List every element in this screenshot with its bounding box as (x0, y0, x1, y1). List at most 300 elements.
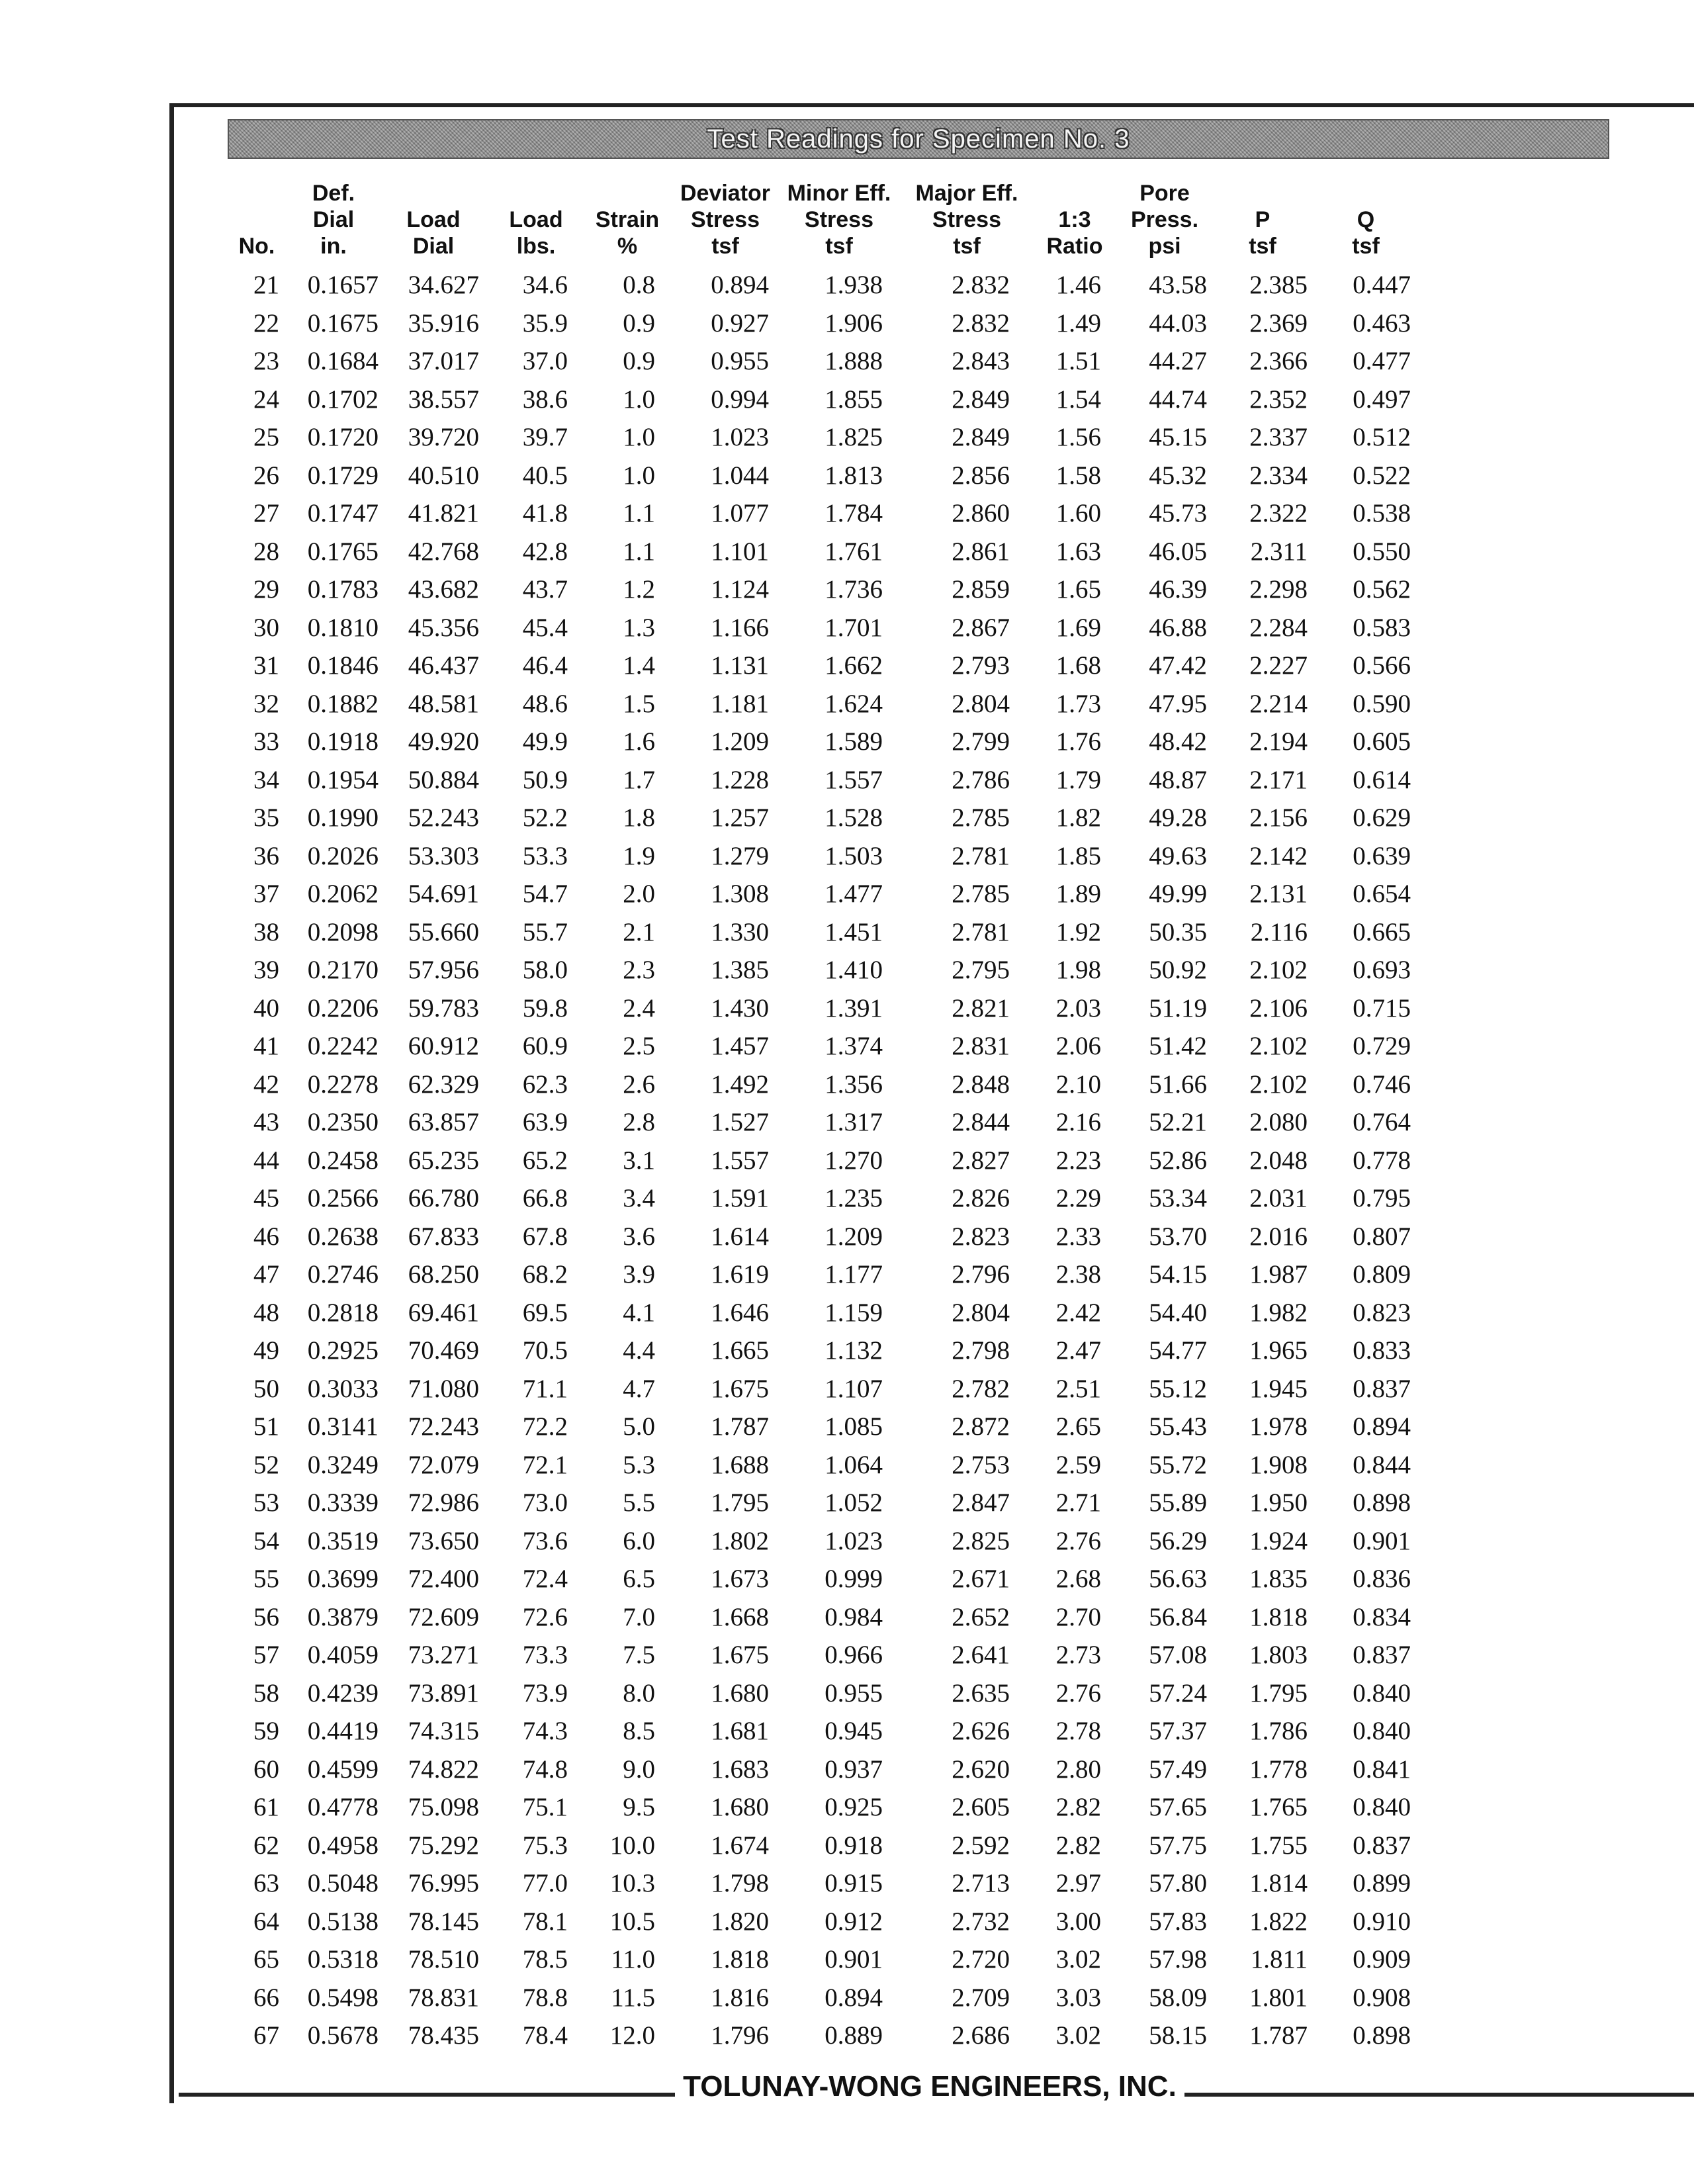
cell-q-tsf: 0.764 (1353, 1108, 1411, 1136)
cell-pore-press: 52.21 (1149, 1108, 1207, 1136)
cell-pore-press: 52.86 (1149, 1146, 1207, 1175)
table-row (0, 1218, 1694, 1256)
cell-pore-press: 43.58 (1149, 271, 1207, 299)
cell-q-tsf: 0.665 (1353, 917, 1411, 946)
cell-no: 56 (253, 1602, 279, 1631)
cell-major-eff-stress: 2.804 (952, 689, 1010, 718)
table-row (0, 1446, 1694, 1484)
cell-load-lbs: 72.4 (522, 1565, 568, 1593)
cell-ratio-1-3: 2.33 (1055, 1222, 1101, 1251)
column-header-line: Q (1357, 207, 1375, 232)
cell-ratio-1-3: 1.79 (1055, 765, 1101, 794)
cell-deviator-stress: 1.668 (711, 1602, 769, 1631)
table-row (0, 799, 1694, 837)
cell-ratio-1-3: 1.56 (1055, 423, 1101, 451)
cell-no: 28 (253, 537, 279, 566)
cell-pore-press: 46.88 (1149, 613, 1207, 642)
cell-major-eff-stress: 2.799 (952, 727, 1010, 756)
cell-ratio-1-3: 2.73 (1055, 1641, 1101, 1669)
cell-load-lbs: 55.7 (522, 917, 568, 946)
table-row (0, 1370, 1694, 1408)
cell-p-tsf: 1.786 (1249, 1717, 1308, 1745)
cell-load-dial: 72.400 (408, 1565, 479, 1593)
cell-strain: 1.1 (623, 537, 655, 566)
cell-ratio-1-3: 3.03 (1055, 1983, 1101, 2012)
cell-no: 35 (253, 803, 279, 832)
table-row (0, 457, 1694, 495)
cell-p-tsf: 1.924 (1249, 1526, 1308, 1555)
cell-deviator-stress: 1.228 (711, 765, 769, 794)
cell-deviator-stress: 1.385 (711, 956, 769, 984)
cell-no: 25 (253, 423, 279, 451)
cell-pore-press: 46.39 (1149, 575, 1207, 604)
cell-major-eff-stress: 2.844 (952, 1108, 1010, 1136)
cell-def-dial: 0.1846 (307, 651, 379, 680)
column-header-line: Ratio (1046, 234, 1103, 259)
cell-load-dial: 65.235 (408, 1146, 479, 1175)
cell-strain: 10.3 (609, 1869, 655, 1897)
cell-load-lbs: 78.1 (522, 1907, 568, 1936)
cell-no: 42 (253, 1069, 279, 1099)
cell-pore-press: 55.12 (1149, 1374, 1207, 1403)
cell-def-dial: 0.2638 (307, 1222, 379, 1251)
cell-deviator-stress: 1.665 (711, 1336, 769, 1365)
column-header-line: Deviator (680, 181, 771, 206)
cell-deviator-stress: 1.681 (711, 1717, 769, 1745)
cell-deviator-stress: 1.619 (711, 1260, 769, 1289)
cell-strain: 9.0 (623, 1754, 655, 1784)
table-header-row (0, 173, 1694, 259)
cell-pore-press: 55.72 (1149, 1450, 1207, 1479)
cell-minor-eff-stress: 1.391 (825, 993, 883, 1023)
column-header-line: tsf (953, 234, 981, 259)
cell-def-dial: 0.5678 (307, 2021, 379, 2050)
cell-q-tsf: 0.522 (1353, 461, 1411, 490)
cell-load-lbs: 58.0 (522, 956, 568, 984)
cell-deviator-stress: 1.820 (711, 1907, 769, 1936)
cell-load-dial: 70.469 (408, 1336, 479, 1365)
cell-q-tsf: 0.840 (1353, 1793, 1411, 1821)
cell-strain: 3.1 (623, 1146, 655, 1175)
table-row (0, 1903, 1694, 1941)
cell-major-eff-stress: 2.832 (952, 308, 1010, 338)
table-row (0, 2017, 1694, 2055)
cell-pore-press: 54.40 (1149, 1298, 1207, 1327)
cell-load-lbs: 74.3 (522, 1717, 568, 1745)
cell-load-lbs: 73.9 (522, 1678, 568, 1707)
cell-pore-press: 47.95 (1149, 689, 1207, 718)
cell-no: 66 (253, 1983, 279, 2012)
cell-q-tsf: 0.898 (1353, 2021, 1411, 2050)
cell-major-eff-stress: 2.798 (952, 1336, 1010, 1365)
cell-def-dial: 0.2098 (307, 917, 379, 946)
cell-no: 32 (253, 689, 279, 718)
table-row (0, 1636, 1694, 1674)
cell-ratio-1-3: 2.06 (1055, 1032, 1101, 1060)
cell-minor-eff-stress: 0.912 (825, 1907, 883, 1936)
cell-ratio-1-3: 1.68 (1055, 651, 1101, 680)
cell-def-dial: 0.2278 (307, 1069, 379, 1099)
cell-no: 34 (253, 765, 279, 794)
cell-ratio-1-3: 2.10 (1055, 1069, 1101, 1099)
cell-no: 27 (253, 499, 279, 527)
cell-minor-eff-stress: 1.906 (825, 308, 883, 338)
cell-no: 60 (253, 1754, 279, 1784)
cell-major-eff-stress: 2.867 (952, 613, 1010, 642)
cell-def-dial: 0.2062 (307, 880, 379, 908)
cell-ratio-1-3: 2.78 (1055, 1717, 1101, 1745)
column-header-line: Minor Eff. (787, 181, 891, 206)
table-row (0, 304, 1694, 343)
cell-strain: 5.5 (623, 1488, 655, 1517)
cell-load-dial: 72.609 (408, 1602, 479, 1631)
cell-def-dial: 0.1747 (307, 499, 379, 527)
cell-deviator-stress: 1.675 (711, 1374, 769, 1403)
cell-major-eff-stress: 2.847 (952, 1488, 1010, 1517)
cell-load-dial: 46.437 (408, 651, 479, 680)
frame-top-border (169, 103, 1694, 107)
cell-load-dial: 54.691 (408, 880, 479, 908)
cell-major-eff-stress: 2.652 (952, 1602, 1010, 1631)
cell-load-dial: 78.510 (408, 1945, 479, 1974)
cell-minor-eff-stress: 1.023 (825, 1526, 883, 1555)
column-header-minor-eff-stress (773, 173, 905, 259)
cell-def-dial: 0.2925 (307, 1336, 379, 1365)
cell-major-eff-stress: 2.786 (952, 765, 1010, 794)
cell-pore-press: 58.15 (1149, 2021, 1207, 2050)
cell-strain: 6.0 (623, 1526, 655, 1555)
cell-no: 30 (253, 613, 279, 642)
cell-strain: 1.5 (623, 689, 655, 718)
cell-pore-press: 57.75 (1149, 1831, 1207, 1860)
cell-no: 24 (253, 385, 279, 414)
column-header-line: No. (238, 234, 275, 259)
cell-load-lbs: 63.9 (522, 1108, 568, 1136)
cell-strain: 12.0 (609, 2021, 655, 2050)
cell-p-tsf: 2.284 (1249, 613, 1308, 642)
table-row (0, 989, 1694, 1028)
cell-strain: 1.8 (623, 803, 655, 832)
cell-minor-eff-stress: 1.761 (825, 537, 883, 566)
cell-q-tsf: 0.605 (1353, 727, 1411, 756)
table-row (0, 951, 1694, 989)
cell-load-dial: 73.650 (408, 1526, 479, 1555)
cell-ratio-1-3: 1.69 (1055, 613, 1101, 642)
table-row (0, 1560, 1694, 1598)
cell-minor-eff-stress: 1.813 (825, 461, 883, 490)
cell-def-dial: 0.1675 (307, 308, 379, 338)
cell-load-dial: 50.884 (408, 765, 479, 794)
table-title: Test Readings for Specimen No. 3 (707, 124, 1130, 154)
cell-major-eff-stress: 2.821 (952, 993, 1010, 1023)
cell-pore-press: 57.83 (1149, 1907, 1207, 1936)
cell-load-lbs: 77.0 (522, 1869, 568, 1897)
cell-deviator-stress: 1.077 (711, 499, 769, 527)
cell-load-lbs: 66.8 (522, 1184, 568, 1212)
cell-load-dial: 72.243 (408, 1412, 479, 1441)
table-row (0, 723, 1694, 761)
cell-deviator-stress: 1.124 (711, 575, 769, 604)
cell-p-tsf: 2.080 (1249, 1108, 1308, 1136)
cell-minor-eff-stress: 1.317 (825, 1108, 883, 1136)
cell-ratio-1-3: 2.29 (1055, 1184, 1101, 1212)
cell-load-dial: 73.271 (408, 1641, 479, 1669)
cell-no: 62 (253, 1831, 279, 1860)
cell-q-tsf: 0.639 (1353, 841, 1411, 870)
table-row (0, 761, 1694, 799)
cell-def-dial: 0.2026 (307, 841, 379, 870)
cell-load-lbs: 39.7 (522, 423, 568, 451)
cell-ratio-1-3: 2.97 (1055, 1869, 1101, 1897)
column-header-line: P (1255, 207, 1270, 232)
cell-deviator-stress: 0.927 (711, 308, 769, 338)
column-header-line: Def. (312, 181, 355, 206)
cell-deviator-stress: 1.675 (711, 1641, 769, 1669)
cell-load-lbs: 72.1 (522, 1450, 568, 1479)
cell-minor-eff-stress: 1.177 (825, 1260, 883, 1289)
cell-deviator-stress: 1.257 (711, 803, 769, 832)
cell-minor-eff-stress: 1.589 (825, 727, 883, 756)
cell-ratio-1-3: 1.82 (1055, 803, 1101, 832)
cell-no: 37 (253, 880, 279, 908)
cell-q-tsf: 0.901 (1353, 1526, 1411, 1555)
cell-strain: 1.9 (623, 841, 655, 870)
cell-load-lbs: 71.1 (522, 1374, 568, 1403)
cell-pore-press: 57.08 (1149, 1641, 1207, 1669)
cell-def-dial: 0.1684 (307, 347, 379, 375)
cell-def-dial: 0.5498 (307, 1983, 379, 2012)
cell-minor-eff-stress: 1.938 (825, 271, 883, 299)
cell-q-tsf: 0.844 (1353, 1450, 1411, 1479)
cell-load-dial: 35.916 (408, 308, 479, 338)
cell-major-eff-stress: 2.781 (952, 917, 1010, 946)
cell-deviator-stress: 1.787 (711, 1412, 769, 1441)
cell-no: 39 (253, 956, 279, 984)
cell-minor-eff-stress: 1.209 (825, 1222, 883, 1251)
cell-deviator-stress: 1.430 (711, 993, 769, 1023)
cell-strain: 3.4 (623, 1184, 655, 1212)
cell-pore-press: 49.99 (1149, 880, 1207, 908)
cell-major-eff-stress: 2.671 (952, 1565, 1010, 1593)
table-row (0, 1332, 1694, 1370)
cell-p-tsf: 1.778 (1249, 1754, 1308, 1784)
cell-pore-press: 48.87 (1149, 765, 1207, 794)
cell-deviator-stress: 1.330 (711, 917, 769, 946)
cell-pore-press: 54.77 (1149, 1336, 1207, 1365)
cell-ratio-1-3: 2.70 (1055, 1602, 1101, 1631)
cell-strain: 2.1 (623, 917, 655, 946)
cell-q-tsf: 0.834 (1353, 1602, 1411, 1631)
column-header-deviator-stress (659, 173, 791, 259)
cell-no: 65 (253, 1945, 279, 1974)
cell-p-tsf: 2.156 (1249, 803, 1308, 832)
cell-deviator-stress: 1.279 (711, 841, 769, 870)
cell-strain: 1.1 (623, 499, 655, 527)
cell-ratio-1-3: 1.46 (1055, 271, 1101, 299)
cell-load-dial: 43.682 (408, 575, 479, 604)
column-header-line: tsf (1352, 234, 1380, 259)
cell-major-eff-stress: 2.856 (952, 461, 1010, 490)
cell-major-eff-stress: 2.713 (952, 1869, 1010, 1897)
cell-load-lbs: 67.8 (522, 1222, 568, 1251)
cell-q-tsf: 0.908 (1353, 1983, 1411, 2012)
cell-no: 22 (253, 308, 279, 338)
cell-no: 21 (253, 271, 279, 299)
cell-q-tsf: 0.837 (1353, 1374, 1411, 1403)
cell-q-tsf: 0.894 (1353, 1412, 1411, 1441)
cell-deviator-stress: 0.955 (711, 347, 769, 375)
cell-q-tsf: 0.898 (1353, 1488, 1411, 1517)
cell-major-eff-stress: 2.592 (952, 1831, 1010, 1860)
cell-def-dial: 0.2818 (307, 1298, 379, 1327)
cell-load-lbs: 60.9 (522, 1032, 568, 1060)
cell-no: 59 (253, 1717, 279, 1745)
cell-def-dial: 0.4958 (307, 1831, 379, 1860)
cell-minor-eff-stress: 1.662 (825, 651, 883, 680)
cell-no: 29 (253, 575, 279, 604)
cell-load-lbs: 54.7 (522, 880, 568, 908)
cell-strain: 0.8 (623, 271, 655, 299)
cell-load-dial: 74.822 (408, 1754, 479, 1784)
cell-major-eff-stress: 2.732 (952, 1907, 1010, 1936)
cell-deviator-stress: 1.131 (711, 651, 769, 680)
cell-load-lbs: 78.5 (522, 1945, 568, 1974)
cell-pore-press: 45.32 (1149, 461, 1207, 490)
cell-ratio-1-3: 2.71 (1055, 1488, 1101, 1517)
table-row (0, 494, 1694, 533)
cell-major-eff-stress: 2.826 (952, 1184, 1010, 1212)
cell-def-dial: 0.4599 (307, 1754, 379, 1784)
cell-minor-eff-stress: 1.107 (825, 1374, 883, 1403)
cell-no: 61 (253, 1793, 279, 1821)
cell-pore-press: 51.42 (1149, 1032, 1207, 1060)
cell-p-tsf: 1.950 (1249, 1488, 1308, 1517)
cell-p-tsf: 2.048 (1249, 1146, 1308, 1175)
cell-deviator-stress: 1.457 (711, 1032, 769, 1060)
cell-ratio-1-3: 2.68 (1055, 1565, 1101, 1593)
cell-major-eff-stress: 2.709 (952, 1983, 1010, 2012)
cell-major-eff-stress: 2.831 (952, 1032, 1010, 1060)
cell-ratio-1-3: 1.63 (1055, 537, 1101, 566)
cell-no: 57 (253, 1641, 279, 1669)
cell-load-dial: 72.079 (408, 1450, 479, 1479)
cell-q-tsf: 0.447 (1353, 271, 1411, 299)
cell-deviator-stress: 1.688 (711, 1450, 769, 1479)
cell-ratio-1-3: 1.92 (1055, 917, 1101, 946)
cell-deviator-stress: 1.181 (711, 689, 769, 718)
cell-load-lbs: 78.8 (522, 1983, 568, 2012)
cell-ratio-1-3: 1.85 (1055, 841, 1101, 870)
cell-strain: 6.5 (623, 1565, 655, 1593)
column-header-line: tsf (825, 234, 853, 259)
cell-def-dial: 0.3519 (307, 1526, 379, 1555)
cell-minor-eff-stress: 1.557 (825, 765, 883, 794)
cell-major-eff-stress: 2.859 (952, 575, 1010, 604)
cell-pore-press: 49.28 (1149, 803, 1207, 832)
cell-p-tsf: 1.765 (1249, 1793, 1308, 1821)
cell-def-dial: 0.1729 (307, 461, 379, 490)
cell-p-tsf: 2.142 (1249, 841, 1308, 870)
cell-ratio-1-3: 1.73 (1055, 689, 1101, 718)
cell-strain: 0.9 (623, 347, 655, 375)
cell-minor-eff-stress: 1.888 (825, 347, 883, 375)
column-header-line: tsf (1249, 234, 1276, 259)
cell-minor-eff-stress: 0.901 (825, 1945, 883, 1974)
cell-minor-eff-stress: 1.235 (825, 1184, 883, 1212)
cell-load-lbs: 59.8 (522, 993, 568, 1023)
cell-minor-eff-stress: 0.918 (825, 1831, 883, 1860)
cell-q-tsf: 0.512 (1353, 423, 1411, 451)
cell-load-lbs: 73.3 (522, 1641, 568, 1669)
cell-major-eff-stress: 2.785 (952, 880, 1010, 908)
cell-p-tsf: 1.965 (1249, 1336, 1308, 1365)
cell-load-lbs: 34.6 (522, 271, 568, 299)
cell-ratio-1-3: 1.98 (1055, 956, 1101, 984)
cell-minor-eff-stress: 0.999 (825, 1565, 883, 1593)
cell-ratio-1-3: 2.65 (1055, 1412, 1101, 1441)
table-row (0, 342, 1694, 381)
cell-major-eff-stress: 2.793 (952, 651, 1010, 680)
cell-strain: 1.2 (623, 575, 655, 604)
column-header-line: Major Eff. (915, 181, 1018, 206)
cell-major-eff-stress: 2.832 (952, 271, 1010, 299)
cell-no: 31 (253, 651, 279, 680)
cell-strain: 11.5 (611, 1983, 655, 2012)
cell-no: 67 (253, 2021, 279, 2050)
cell-pore-press: 57.49 (1149, 1754, 1207, 1784)
table-row (0, 1408, 1694, 1446)
cell-no: 64 (253, 1907, 279, 1936)
cell-q-tsf: 0.477 (1353, 347, 1411, 375)
cell-strain: 2.6 (623, 1069, 655, 1099)
cell-strain: 1.0 (623, 385, 655, 414)
cell-q-tsf: 0.910 (1353, 1907, 1411, 1936)
table-row (0, 418, 1694, 457)
table-row (0, 685, 1694, 723)
cell-deviator-stress: 1.591 (711, 1184, 769, 1212)
cell-load-lbs: 69.5 (522, 1298, 568, 1327)
cell-p-tsf: 2.334 (1249, 461, 1308, 490)
table-row (0, 1179, 1694, 1218)
table-row (0, 1674, 1694, 1713)
cell-def-dial: 0.1720 (307, 423, 379, 451)
cell-load-dial: 69.461 (408, 1298, 479, 1327)
cell-q-tsf: 0.654 (1353, 880, 1411, 908)
readings-table-body (0, 266, 1694, 2055)
cell-strain: 1.0 (623, 423, 655, 451)
cell-load-dial: 73.891 (408, 1678, 479, 1707)
cell-pore-press: 57.37 (1149, 1717, 1207, 1745)
cell-load-lbs: 65.2 (522, 1146, 568, 1175)
cell-strain: 10.5 (609, 1907, 655, 1936)
cell-major-eff-stress: 2.849 (952, 385, 1010, 414)
cell-load-dial: 75.098 (408, 1793, 479, 1821)
table-row (0, 837, 1694, 876)
cell-minor-eff-stress: 0.894 (825, 1983, 883, 2012)
cell-minor-eff-stress: 1.052 (825, 1488, 883, 1517)
cell-pore-press: 56.29 (1149, 1526, 1207, 1555)
cell-pore-press: 54.15 (1149, 1260, 1207, 1289)
column-header-q-tsf (1300, 173, 1432, 259)
cell-p-tsf: 2.106 (1249, 993, 1308, 1023)
cell-major-eff-stress: 2.860 (952, 499, 1010, 527)
cell-major-eff-stress: 2.785 (952, 803, 1010, 832)
cell-minor-eff-stress: 1.159 (825, 1298, 883, 1327)
cell-strain: 7.0 (623, 1602, 655, 1631)
cell-deviator-stress: 1.683 (711, 1754, 769, 1784)
cell-def-dial: 0.2242 (307, 1032, 379, 1060)
cell-pore-press: 47.42 (1149, 651, 1207, 680)
